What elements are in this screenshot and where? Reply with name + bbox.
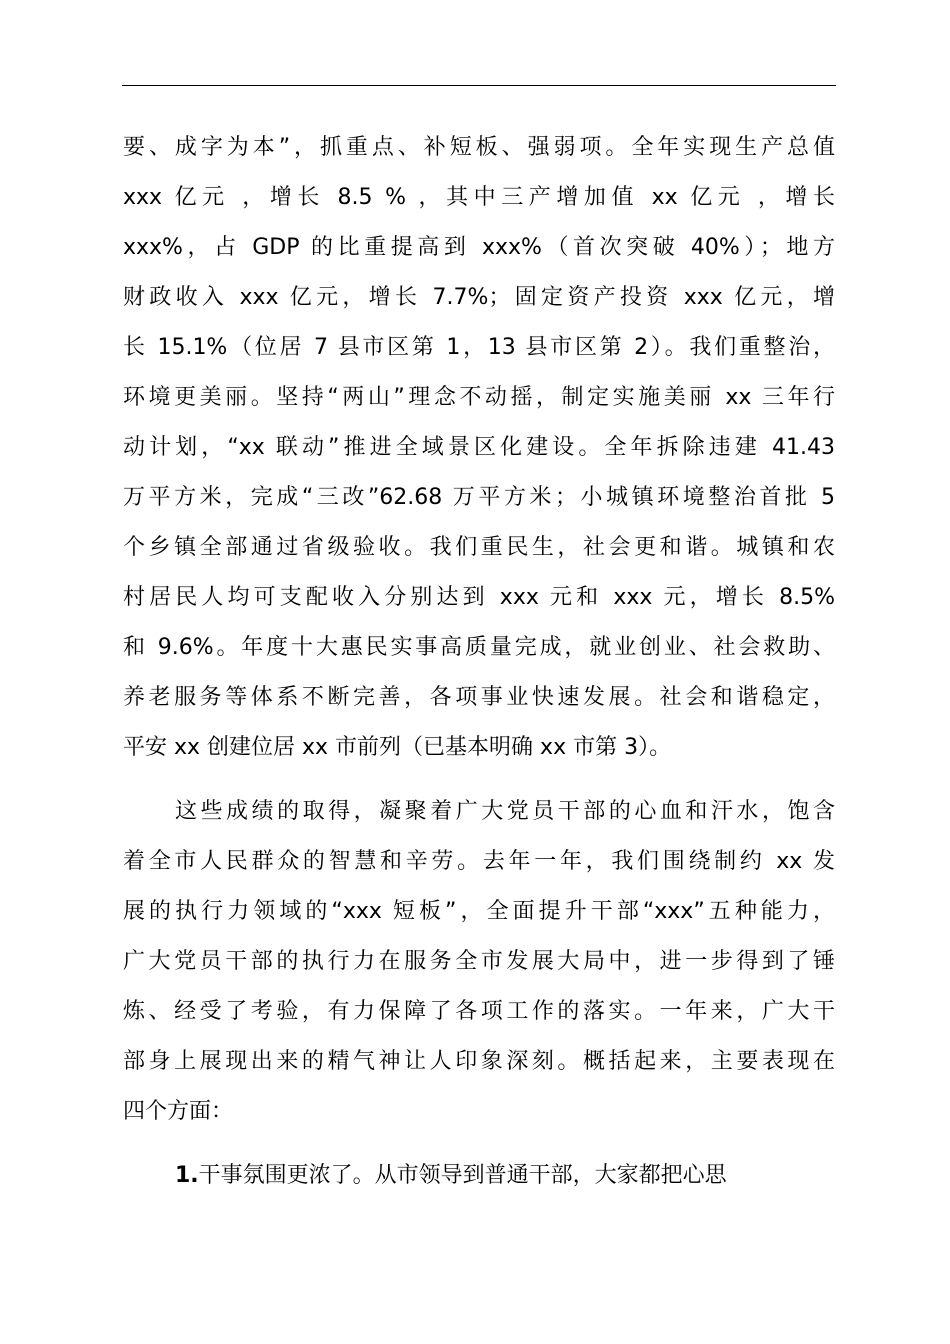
- paragraph-1-line-9: 个乡镇全部通过省级验收。我们重民生，社会更和谐。城镇和农: [123, 535, 835, 560]
- list-item-1-text: 干事氛围更浓了。从市领导到普通干部，大家都把心思: [198, 1163, 727, 1188]
- paragraph-1-line-8: 万平方米，完成“三改”62.68 万平方米；小城镇环境整治首批 5: [123, 485, 835, 510]
- paragraph-2-line-5: 炼、经受了考验，有力保障了各项工作的落实。一年来，广大干: [123, 999, 835, 1024]
- paragraph-2-line-1: 这些成绩的取得，凝聚着广大党员干部的心血和汗水，饱含: [175, 799, 835, 824]
- list-item-1-number: 1.: [175, 1163, 199, 1188]
- paragraph-2-line-6: 部身上展现出来的精气神让人印象深刻。概括起来，主要表现在: [123, 1049, 835, 1074]
- paragraph-1-line-1: 要、成字为本”，抓重点、补短板、强弱项。全年实现生产总值: [123, 135, 835, 160]
- paragraph-1-line-2: xxx 亿元 ，增长 8.5 % ，其中三产增加值 xx 亿元 ，增长: [123, 185, 835, 210]
- paragraph-1-line-13: 平安 xx 创建位居 xx 市前列（已基本明确 xx 市第 3）。: [123, 735, 672, 760]
- paragraph-2-line-7: 四个方面：: [123, 1099, 234, 1124]
- paragraph-1-line-4: 财政收入 xxx 亿元，增长 7.7%；固定资产投资 xxx 亿元，增: [123, 285, 835, 310]
- list-item-1: [175, 1159, 727, 1193]
- paragraph-1-line-3: xxx%，占 GDP 的比重提高到 xxx%（首次突破 40%）；地方: [123, 235, 835, 260]
- paragraph-1-line-7: 动计划，“xx 联动”推进全域景区化建设。全年拆除违建 41.43: [123, 435, 835, 460]
- paragraph-2-line-3: 展的执行力领域的“xxx 短板”，全面提升干部“xxx”五种能力，: [123, 899, 835, 924]
- paragraph-1-line-10: 村居民人均可支配收入分别达到 xxx 元和 xxx 元，增长 8.5%: [123, 585, 835, 610]
- paragraph-2-line-2: 着全市人民群众的智慧和辛劳。去年一年，我们围绕制约 xx 发: [123, 849, 835, 874]
- paragraph-2-line-4: 广大党员干部的执行力在服务全市发展大局中，进一步得到了锤: [123, 949, 835, 974]
- paragraph-1-line-6: 环境更美丽。坚持“两山”理念不动摇，制定实施美丽 xx 三年行: [123, 385, 835, 410]
- paragraph-1-line-5: 长 15.1%（位居 7 县市区第 1，13 县市区第 2）。我们重整治，: [123, 335, 835, 360]
- paragraph-1-line-11: 和 9.6%。年度十大惠民实事高质量完成，就业创业、社会救助、: [123, 635, 835, 660]
- paragraph-1-line-12: 养老服务等体系不断完善，各项事业快速发展。社会和谐稳定，: [123, 685, 835, 710]
- header-rule: [122, 85, 836, 86]
